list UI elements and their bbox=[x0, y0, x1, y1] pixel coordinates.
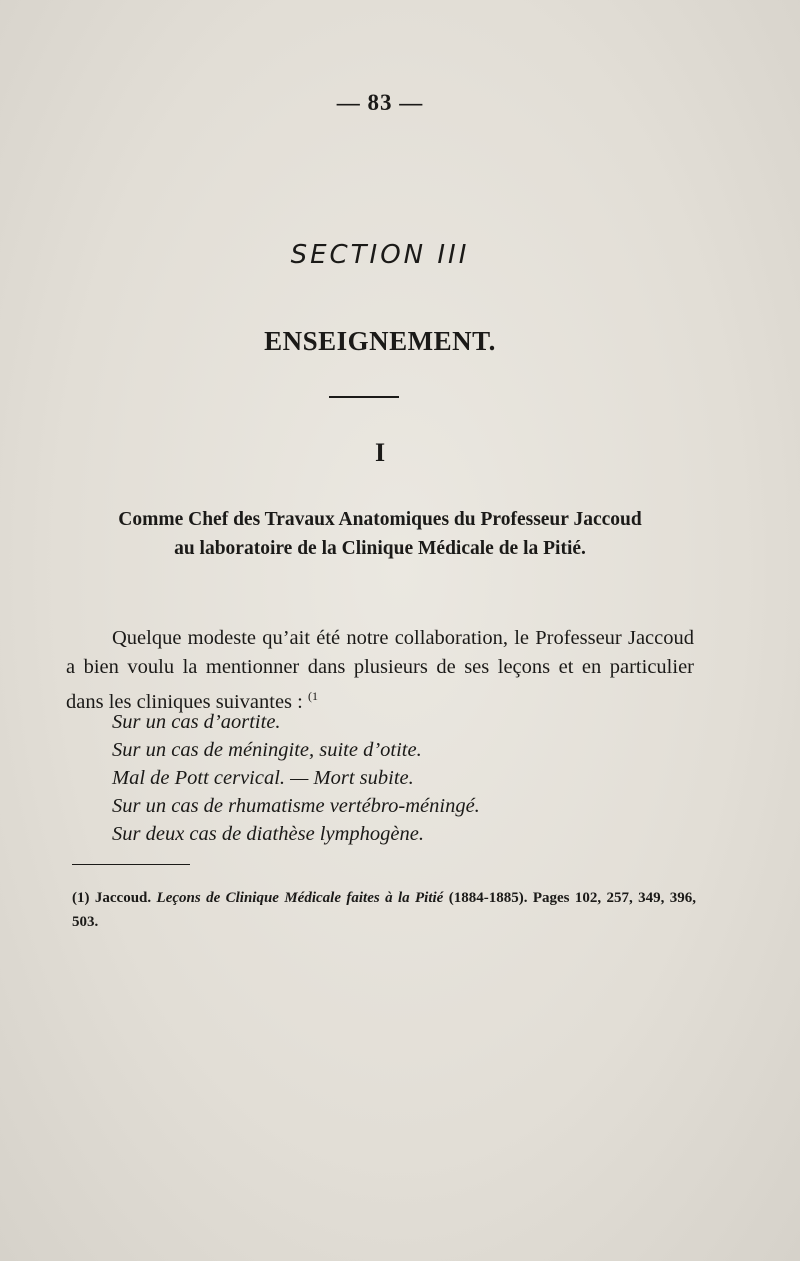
lecture-item: Sur un cas de rhumatisme vertébro-méningé. bbox=[112, 795, 480, 817]
subsection-heading-line-2: au laboratoire de la Clinique Médicale de la Pitié. bbox=[174, 538, 586, 559]
footnote-divider bbox=[72, 864, 190, 865]
section-title: SECTION III bbox=[290, 240, 470, 270]
lecture-list bbox=[112, 708, 672, 848]
page-number: — 83 — bbox=[336, 90, 424, 115]
heading-divider bbox=[329, 396, 399, 398]
subsection-heading-line-1: Comme Chef des Travaux Anatomiques du Professeur Jaccoud bbox=[118, 509, 642, 530]
footnote-author: Jaccoud. bbox=[94, 890, 152, 906]
footnote-details: (1884-1885). Pages 102, 257, 349, 396, 503. bbox=[72, 890, 697, 930]
subsection-numeral: I bbox=[374, 438, 386, 467]
footnote bbox=[72, 886, 696, 934]
lecture-item: Sur un cas d’aortite. bbox=[112, 711, 281, 733]
subsection-heading bbox=[60, 505, 700, 563]
body-paragraph bbox=[66, 624, 694, 717]
footnote-marker: (1) bbox=[72, 890, 90, 906]
lecture-item: Sur un cas de méningite, suite d’otite. bbox=[112, 739, 422, 761]
footnote-title: Leçons de Clinique Médicale faites à la Pitié bbox=[156, 890, 444, 906]
main-heading: ENSEIGNEMENT. bbox=[264, 326, 496, 356]
body-paragraph-text: Quelque modeste qu’ait été notre collaboration, le Professeur Jaccoud a bien voulu la mentionner dans plusieurs de ses leçons et en particulier dans les cliniques suivantes : bbox=[66, 627, 694, 713]
lecture-item: Sur deux cas de diathèse lymphogène. bbox=[112, 823, 424, 845]
lecture-item: Mal de Pott cervical. — Mort subite. bbox=[112, 767, 414, 789]
footnote-reference: (1 bbox=[307, 689, 318, 703]
